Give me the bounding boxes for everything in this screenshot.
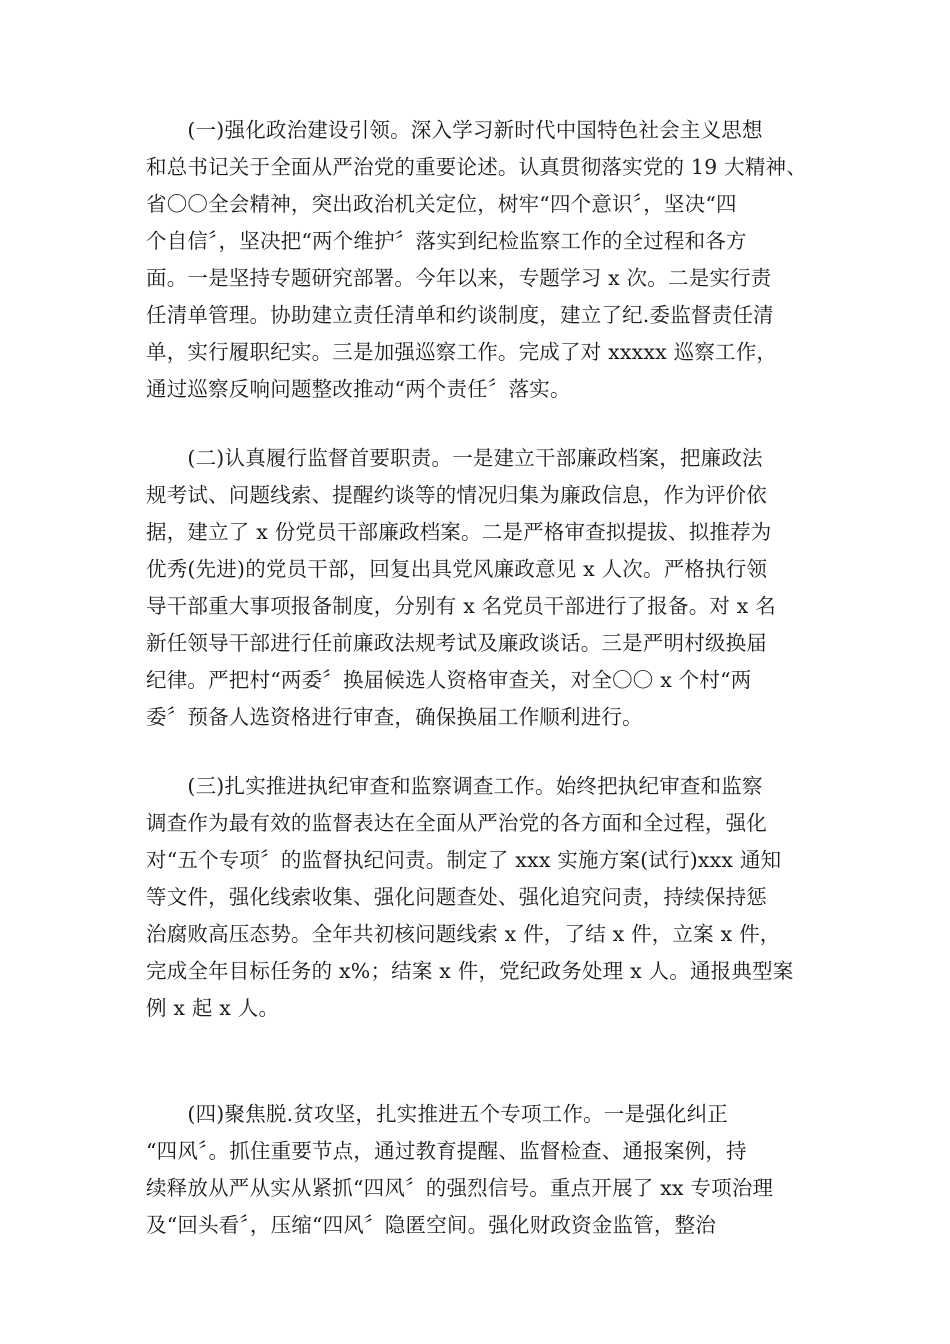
text-line: 调查作为最有效的监督表达在全面从严治党的各方面和全过程，强化	[146, 811, 767, 835]
text-line: 纪律。严把村“两委〞换届候选人资格审查关，对全〇〇 x 个村“两	[146, 668, 752, 692]
text-line: 续释放从严从实从紧抓“四风〞的强烈信号。重点开展了 xx 专项治理	[146, 1176, 774, 1200]
text-line: 完成全年目标任务的 x%；结案 x 件，党纪政务处理 x 人。通报典型案	[146, 959, 794, 983]
text-line: 单，实行履职纪实。三是加强巡察工作。完成了对 xxxxx 巡察工作，	[146, 340, 778, 364]
text-line: 规考试、问题线索、提醒约谈等的情况归集为廉政信息，作为评价依	[146, 483, 767, 507]
text-line: 省〇〇全会精神，突出政治机关定位，树牢“四个意识〞，坚决“四	[146, 192, 737, 216]
text-line: 委〞预备人选资格进行审查，确保换届工作顺利进行。	[146, 705, 643, 729]
text-line: 治腐败高压态势。全年共初核问题线索 x 件，了结 x 件，立案 x 件，	[146, 922, 781, 946]
text-line: 面。一是坚持专题研究部署。今年以来，专题学习 x 次。二是实行责	[146, 266, 772, 290]
text-line: 优秀(先进)的党员干部，回复出具党风廉政意见 x 人次。严格执行领	[146, 557, 768, 581]
text-line: 及“回头看〞，压缩“四风〞隐匿空间。强化财政资金监管，整治	[146, 1213, 717, 1237]
text-line: 例 x 起 x 人。	[146, 996, 280, 1020]
text-line: 和总书记关于全面从严治党的重要论述。认真贯彻落实党的 19 大精神、	[146, 155, 807, 179]
text-line: 通过巡察反响问题整改推动“两个责任〞落实。	[146, 377, 571, 401]
text-line: 新任领导干部进行任前廉政法规考试及廉政谈话。三是严明村级换届	[146, 631, 767, 655]
text-line: “四风〞。抓住重要节点，通过教育提醒、监督检查、通报案例，持	[146, 1139, 747, 1163]
text-line: 对“五个专项〞的监督执纪问责。制定了 xxx 实施方案(试行)xxx 通知	[146, 848, 782, 872]
text-line: (三)扎实推进执纪审查和监察调查工作。始终把执纪审查和监察	[146, 774, 763, 798]
text-line: 个自信〞，坚决把“两个维护〞落实到纪检监察工作的全过程和各方	[146, 229, 747, 253]
text-line: (一)强化政治建设引领。深入学习新时代中国特色社会主义思想	[146, 118, 763, 142]
text-line: 等文件，强化线索收集、强化问题查处、强化追究问责，持续保持惩	[146, 885, 767, 909]
paragraph-poverty-alleviation	[146, 1096, 826, 1244]
text-line: 任清单管理。协助建立责任清单和约谈制度，建立了纪.委监督责任清	[146, 303, 774, 327]
text-line: (四)聚焦脱.贫攻坚，扎实推进五个专项工作。一是强化纠正	[146, 1102, 729, 1126]
paragraph-discipline-review	[146, 768, 826, 1027]
text-line: (二)认真履行监督首要职责。一是建立干部廉政档案，把廉政法	[146, 446, 763, 470]
text-line: 据，建立了 x 份党员干部廉政档案。二是严格审查拟提拔、拟推荐为	[146, 520, 772, 544]
text-line: 导干部重大事项报备制度，分别有 x 名党员干部进行了报备。对 x 名	[146, 594, 776, 618]
paragraph-supervision-duty	[146, 440, 826, 736]
paragraph-political-construction	[146, 112, 826, 408]
